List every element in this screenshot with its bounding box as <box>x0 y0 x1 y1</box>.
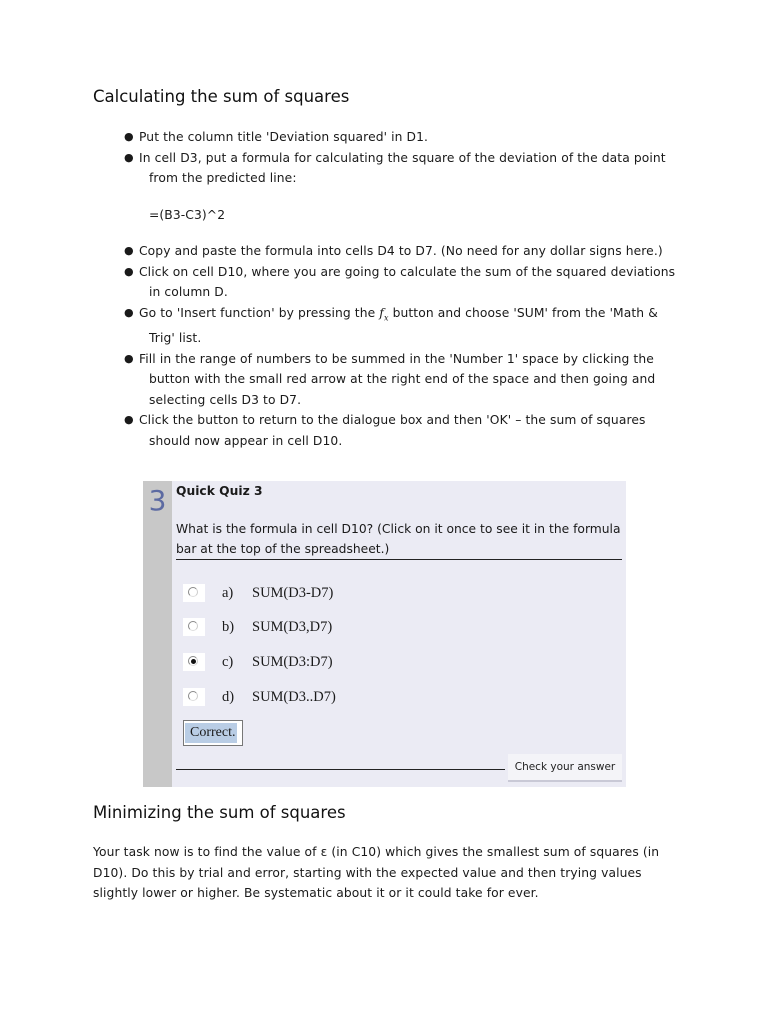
section-heading-sum-of-squares: Calculating the sum of squares <box>93 87 350 106</box>
quiz-number: 3 <box>148 484 167 517</box>
quiz-gutter <box>143 481 172 787</box>
quiz-option-d[interactable] <box>183 686 483 708</box>
feedback-box <box>183 720 243 746</box>
fx-symbol: f <box>379 305 384 320</box>
option-text: SUM(D3:D7) <box>252 653 333 670</box>
check-answer-button[interactable]: Check your answer <box>508 754 622 782</box>
step-text <box>139 303 684 349</box>
feedback-text: Correct. <box>185 723 237 743</box>
quick-quiz-panel <box>143 481 626 787</box>
fx-icon <box>379 306 388 320</box>
quiz-option-b[interactable] <box>183 616 483 638</box>
bullet-icon: ● <box>124 130 134 143</box>
bullet-icon: ● <box>124 351 134 365</box>
quiz-question: What is the formula in cell D10? (Click on it once to see it in the formula bar at the top of the spreadsheet.) <box>176 519 622 560</box>
radio-button-selected[interactable] <box>183 653 205 671</box>
radio-button[interactable] <box>183 618 205 636</box>
list-item <box>124 303 684 349</box>
bullet-icon: ● <box>124 413 134 427</box>
instruction-list <box>124 127 684 451</box>
quiz-option-c[interactable] <box>183 651 483 673</box>
radio-button[interactable] <box>183 688 205 706</box>
formula-text: =(B3-C3)^2 <box>149 207 226 222</box>
step-text-part: button and choose 'SUM' from the 'Math & Trig' list. <box>149 305 658 346</box>
option-letter: c) <box>222 653 234 670</box>
option-letter: d) <box>222 688 235 705</box>
option-text: SUM(D3..D7) <box>252 688 336 705</box>
step-text: Fill in the range of numbers to be summed in the 'Number 1' space by clicking the button with the small red arrow at the right end of the space and then going and selecting cells D3 to D7. <box>139 351 656 407</box>
step-text: In cell D3, put a formula for calculating the square of the deviation of the data point from the predicted line: <box>139 150 666 185</box>
list-item <box>124 349 684 411</box>
radio-button[interactable] <box>183 584 205 602</box>
fx-subscript: x <box>383 312 389 322</box>
option-letter: a) <box>222 584 234 601</box>
list-item <box>124 148 684 226</box>
step-text: Put the column title 'Deviation squared' in D1. <box>139 130 429 144</box>
option-text: SUM(D3-D7) <box>252 584 334 601</box>
step-text-part: Go to 'Insert function' by pressing the <box>139 305 380 320</box>
quiz-option-a[interactable] <box>183 582 483 604</box>
step-text: Click on cell D10, where you are going to calculate the sum of the squared deviations in column D. <box>139 264 676 299</box>
list-item <box>124 127 684 148</box>
list-item <box>124 262 684 303</box>
list-item <box>124 410 684 451</box>
option-letter: b) <box>222 618 235 635</box>
paragraph: Your task now is to find the value of ε (in C10) which gives the smallest sum of squares (in D10). Do this by trial and error, starting with the expected value and then trying values slightly lower or higher. Be systematic about it or it could take for ever. <box>93 845 660 900</box>
option-text: SUM(D3,D7) <box>252 618 333 635</box>
list-item <box>124 241 684 262</box>
bullet-icon: ● <box>124 150 134 164</box>
step-text: Copy and paste the formula into cells D4 to D7. (No need for any dollar signs here.) <box>139 244 663 258</box>
bullet-icon: ● <box>124 264 134 278</box>
divider <box>176 769 505 770</box>
section-heading-minimizing: Minimizing the sum of squares <box>93 803 346 822</box>
bullet-icon: ● <box>124 305 134 319</box>
step-text: Click the button to return to the dialogue box and then 'OK' – the sum of squares should now appear in cell D10. <box>139 413 646 448</box>
bullet-icon: ● <box>124 244 134 257</box>
quiz-title: Quick Quiz 3 <box>176 484 263 498</box>
